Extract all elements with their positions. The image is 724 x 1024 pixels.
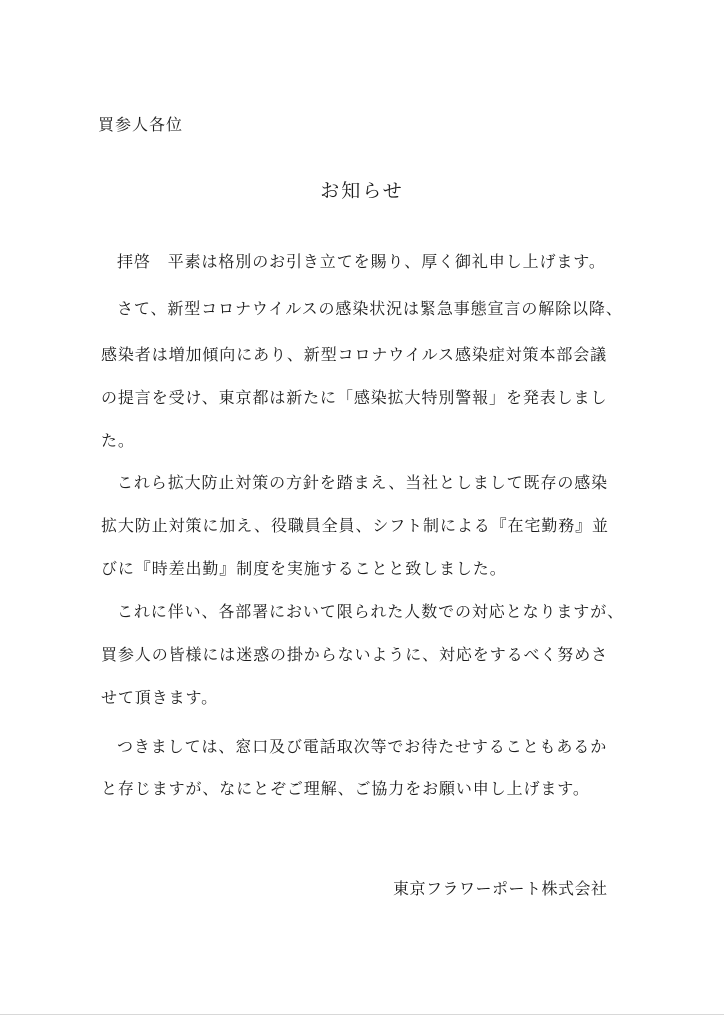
document-title: お知らせ xyxy=(320,180,404,202)
body-line: これに伴い、各部署において限られた人数での対応となりますが、 xyxy=(117,602,625,621)
body-line: 感染者は増加傾向にあり、新型コロナウイルス感染症対策本部会議 xyxy=(101,345,608,364)
scan-edge-divider xyxy=(0,1014,724,1015)
body-line: 拝啓 平素は格別のお引き立てを賜り、厚く御礼申し上げます。 xyxy=(117,252,606,271)
company-signature: 東京フラワーポート株式会社 xyxy=(393,879,608,898)
body-line: 拡大防止対策に加え、役職員全員、シフト制による『在宅勤務』並 xyxy=(101,516,609,535)
body-line: 買参人の皆様には迷惑の掛からないように、対応をするべく努めさ xyxy=(101,645,609,664)
body-line: びに『時差出勤』制度を実施することと致しました。 xyxy=(101,559,507,578)
body-line: さて、新型コロナウイルスの感染状況は緊急事態宣言の解除以降、 xyxy=(117,299,623,318)
body-line: つきましては、窓口及び電話取次等でお待たせすることもあるか xyxy=(117,737,608,756)
body-line: た。 xyxy=(101,431,135,450)
body-line: の提言を受け、東京都は新たに「感染拡大特別警報」を発表しまし xyxy=(101,388,608,407)
body-line: と存じますが、なにとぞご理解、ご協力をお願い申し上げます。 xyxy=(101,779,590,798)
body-line: せて頂きます。 xyxy=(101,688,219,707)
addressee: 買参人各位 xyxy=(98,115,184,134)
body-line: これら拡大防止対策の方針を踏まえ、当社としまして既存の感染 xyxy=(117,473,609,492)
